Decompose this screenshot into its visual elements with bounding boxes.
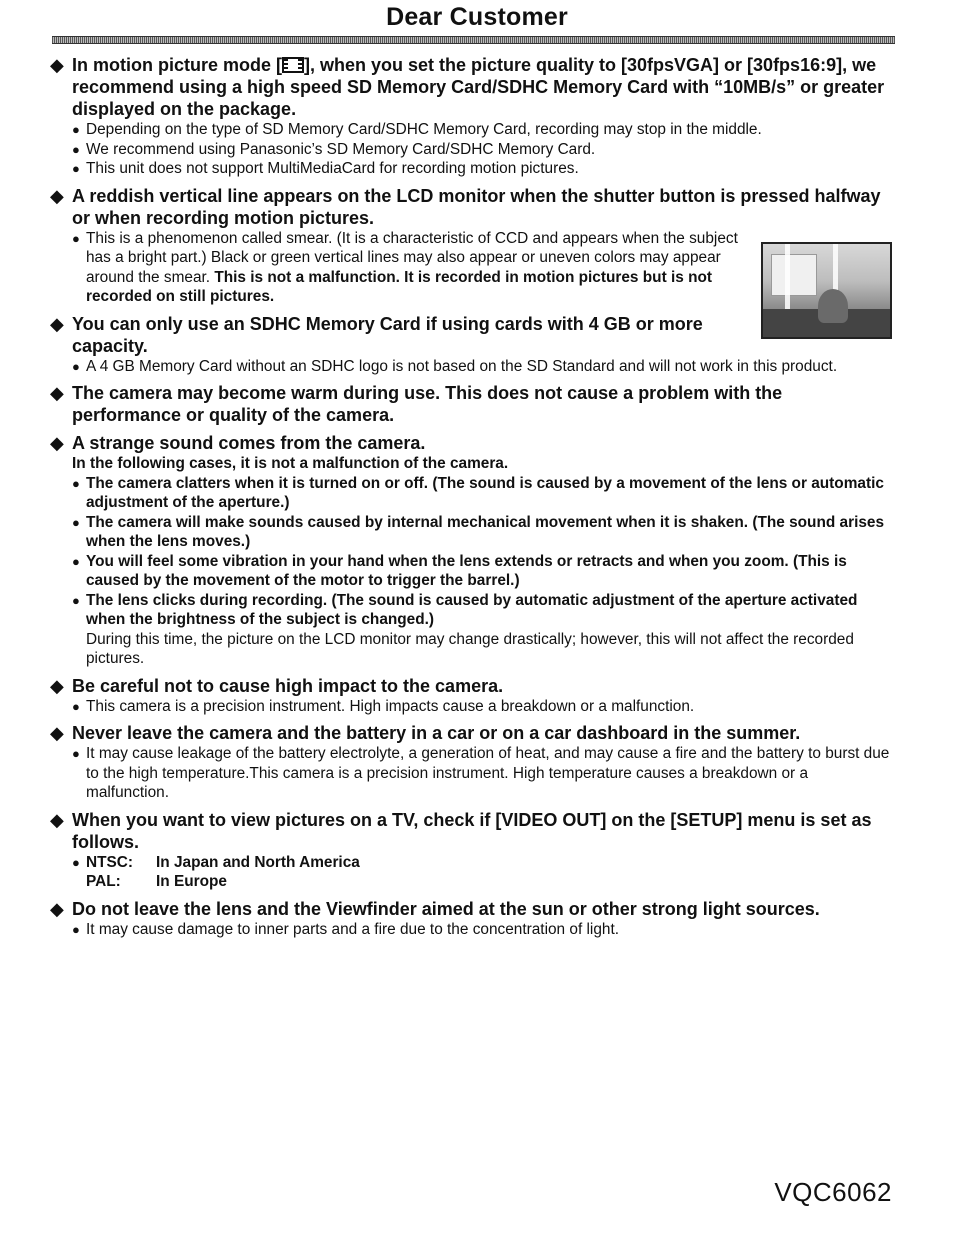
title-rule: [52, 36, 895, 44]
dot-bullet-icon: ●: [72, 553, 80, 569]
bullet-text: It may cause leakage of the battery electrolyte, a generation of heat, and may cause a fire and the battery to burst due to the high temperature.This camera is a precision instrument. High temperature causes a breakdown or a malfunction.: [86, 745, 890, 801]
diamond-bullet-icon: ◆: [50, 898, 64, 919]
bullet-text: This unit does not support MultiMediaCard for recording motion pictures.: [86, 160, 579, 177]
heading-text: You can only use an SDHC Memory Card if using cards with 4 GB or more capacity.: [72, 313, 703, 356]
section-video-out: [50, 809, 892, 892]
section-high-impact: [50, 675, 892, 717]
bullet-text: The camera clatters when it is turned on or off. (The sound is caused by a movement of the lens or automatic adjustment of the aperture.): [86, 474, 884, 511]
section-heading: [50, 54, 892, 120]
section-motion-picture-card: [50, 54, 892, 179]
list-item: [72, 229, 740, 307]
list-item: [72, 552, 892, 591]
diamond-bullet-icon: ◆: [50, 383, 64, 403]
list-item: [72, 920, 892, 940]
heading-text: A strange sound comes from the camera.: [72, 433, 426, 453]
table-key: NTSC:: [86, 853, 134, 871]
list-item: [72, 591, 892, 630]
list-item: [72, 513, 892, 552]
bullet-text-bold: This is not a malfunction. It is recorded in motion pictures but is not recorded on still pictures.: [86, 268, 713, 305]
diamond-bullet-icon: ◆: [50, 185, 64, 206]
heading-text: A reddish vertical line appears on the LCD monitor when the shutter button is pressed halfway or when recording motion pictures.: [72, 185, 881, 228]
bullet-list: [72, 120, 892, 179]
heading-text: Do not leave the lens and the Viewfinder aimed at the sun or other strong light sources.: [72, 898, 820, 919]
section-sunlight: [50, 898, 892, 940]
dot-bullet-icon: ●: [72, 514, 80, 530]
dot-bullet-icon: ●: [72, 746, 80, 761]
bullet-list: [72, 697, 892, 717]
diamond-bullet-icon: ◆: [50, 675, 64, 696]
table-row-content: [72, 872, 892, 892]
document-code: VQC6062: [774, 1177, 892, 1207]
heading-text: The camera may become warm during use. This does not cause a problem with the performance or quality of the camera.: [72, 383, 783, 425]
dot-bullet-icon: ●: [72, 475, 80, 491]
section-heading: [50, 185, 892, 229]
bullet-list: [72, 474, 892, 669]
list-item: [72, 357, 892, 377]
list-item: [72, 744, 892, 803]
table-key: PAL:: [86, 873, 121, 890]
bullet-text: We recommend using Panasonic’s SD Memory Card/SDHC Memory Card.: [86, 140, 596, 158]
list-item: [72, 474, 892, 513]
document-body: [50, 54, 892, 945]
bullet-text: This is a phenomenon called smear. (It is a characteristic of CCD and appears when the subject has a bright part.) Black or green vertical lines may also appear or uneven colors may appear around the smear.: [86, 229, 738, 286]
photo-plant-shape: [818, 289, 848, 323]
dot-bullet-icon: ●: [72, 161, 80, 176]
diamond-bullet-icon: ◆: [50, 433, 64, 453]
section-strange-sound: [50, 432, 892, 669]
bullet-text: A 4 GB Memory Card without an SDHC logo is not based on the SD Standard and will not work in this product.: [86, 357, 838, 375]
table-value: In Japan and North America: [156, 853, 360, 871]
section-camera-warm: [50, 382, 892, 426]
photo-window-shape: [771, 254, 817, 296]
diamond-bullet-icon: ◆: [50, 313, 64, 334]
heading-text-start: In motion picture mode [: [72, 55, 282, 75]
table-value: In Europe: [156, 873, 227, 890]
section-heading: [50, 432, 892, 454]
smear-example-photo: [761, 242, 892, 339]
bullet-text: The camera will make sounds caused by internal mechanical movement when it is shaken. (The sound arises when the lens moves.): [86, 513, 885, 550]
diamond-bullet-icon: ◆: [50, 723, 64, 743]
bullet-list: [72, 357, 892, 377]
diamond-bullet-icon: ◆: [50, 55, 64, 75]
bullet-text: It may cause damage to inner parts and a fire due to the concentration of light.: [86, 920, 620, 938]
dot-bullet-icon: ●: [72, 698, 80, 714]
list-item: [72, 697, 892, 717]
dot-bullet-icon: ●: [72, 141, 80, 157]
section-heading: [50, 382, 892, 426]
section-heading: [50, 898, 892, 920]
section-intro: In the following cases, it is not a malfunction of the camera.: [72, 455, 509, 472]
diamond-bullet-icon: ◆: [50, 809, 64, 830]
indent-spacer: [72, 872, 86, 892]
dot-bullet-icon: ●: [72, 358, 80, 374]
heading-text: When you want to view pictures on a TV, check if [VIDEO OUT] on the [SETUP] menu is set as follows.: [72, 809, 872, 852]
bullet-text: You will feel some vibration in your hand when the lens extends or retracts and when you zoom. (This is caused by the movement of the motor to trigger the barrel.): [86, 552, 847, 589]
heading-text: Never leave the camera and the battery in a car or on a car dashboard in the summer.: [72, 723, 801, 743]
heading-text-end: ], when you set the picture quality to [30fpsVGA] or [30fps16:9], we recommend using a high speed SD Memory Card/SDHC Memory Card with “10MB/s” or greater displayed on the package.: [72, 55, 885, 119]
section-note: During this time, the picture on the LCD monitor may change drastically; however, this will not affect the recorded pictures.: [86, 630, 854, 667]
section-car-heat: [50, 722, 892, 803]
table-row: [72, 853, 892, 873]
dot-bullet-icon: ●: [72, 592, 80, 608]
section-heading: [50, 722, 892, 744]
heading-text: Be careful not to cause high impact to the camera.: [72, 675, 504, 696]
bullet-text: Depending on the type of SD Memory Card/SDHC Memory Card, recording may stop in the middle.: [86, 121, 762, 138]
bullet-list: [72, 744, 892, 803]
section-heading: [50, 675, 892, 697]
bullet-list: [72, 920, 892, 940]
page-title: Dear Customer: [386, 3, 568, 31]
list-item: [72, 159, 892, 179]
dot-bullet-icon: ●: [72, 854, 80, 870]
list-item: [72, 120, 892, 140]
dot-bullet-icon: ●: [72, 921, 80, 937]
table-row-content: [72, 853, 892, 873]
section-heading: [50, 809, 892, 853]
list-item: [72, 140, 892, 160]
table-row: [72, 872, 892, 892]
dot-bullet-icon: ●: [72, 122, 80, 137]
bullet-text: This camera is a precision instrument. High impacts cause a breakdown or a malfunction.: [86, 697, 695, 715]
motion-picture-mode-icon: [282, 57, 304, 73]
bullet-text: The lens clicks during recording. (The sound is caused by automatic adjustment of the aperture activated when the brightness of the subject is changed.): [86, 591, 858, 628]
video-out-table: [72, 853, 892, 892]
dot-bullet-icon: ●: [72, 230, 80, 246]
